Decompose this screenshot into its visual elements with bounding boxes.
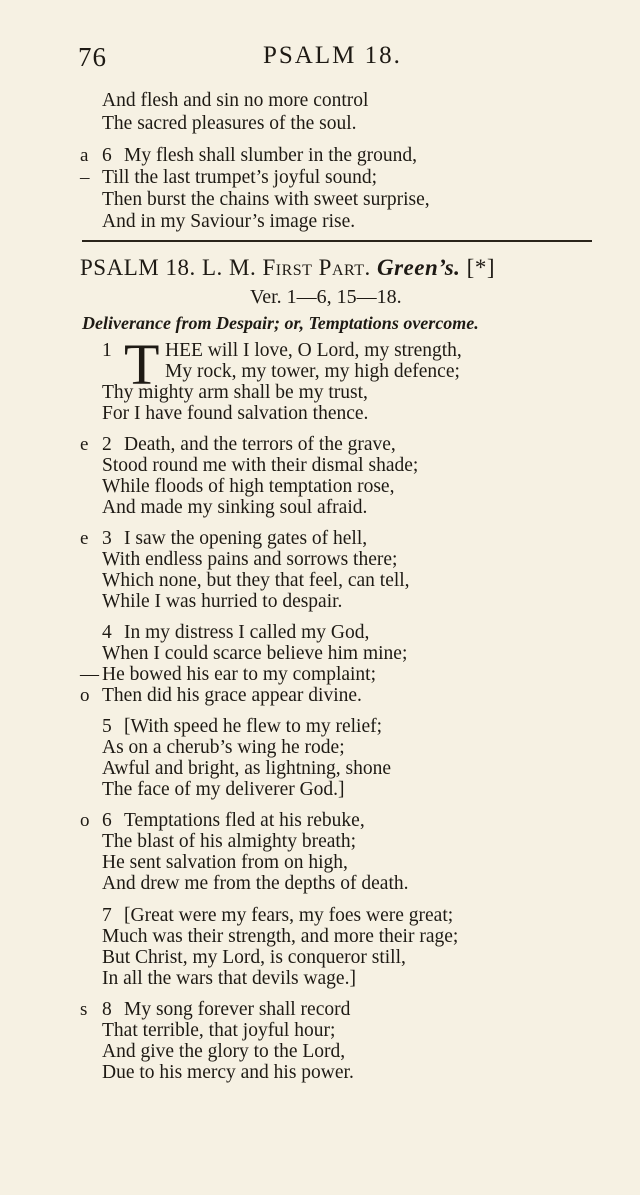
stanza-marker: e [80, 528, 89, 549]
stanza-line: HEE will I love, O Lord, my strength, [165, 340, 462, 361]
stanza-line [102, 905, 453, 927]
stanza-text: [Great were my fears, my foes were great; [124, 905, 454, 926]
stanza-line: With endless pains and sorrows there; [102, 549, 398, 570]
stanza-number: 6 [102, 810, 112, 831]
stanza-line: Much was their strength, and more their rage; [102, 926, 459, 947]
psalm-title-mark: [*] [466, 255, 495, 280]
stanza-line: While floods of high temptation rose, [102, 476, 395, 497]
stanza-line: And drew me from the depths of death. [102, 873, 409, 894]
stanza-line: He bowed his ear to my complaint; [102, 664, 377, 685]
page-number: 76 [78, 42, 107, 72]
psalm-title-part: First Part. [262, 255, 371, 280]
stanza-marker: – [80, 167, 90, 188]
stanza-marker: o [80, 810, 90, 831]
psalm-title-tune: Green’s. [377, 255, 461, 280]
stanza-line [102, 145, 417, 167]
stanza-text: In my distress I called my God, [124, 622, 370, 643]
stanza-line: And in my Saviour’s image rise. [102, 211, 356, 232]
stanza-text: [With speed he flew to my relief; [124, 716, 383, 737]
stanza-line: But Christ, my Lord, is conqueror still, [102, 947, 406, 968]
stanza-number: 5 [102, 716, 112, 737]
stanza-line: For I have found salvation thence. [102, 403, 369, 424]
psalm-verses: Ver. 1—6, 15—18. [250, 286, 402, 308]
stanza-marker: s [80, 999, 88, 1020]
stanza-marker: o [80, 685, 90, 706]
stanza-number: 1 [102, 340, 112, 361]
stanza-number: 3 [102, 528, 112, 549]
stanza-line: My rock, my tower, my high defence; [165, 361, 460, 382]
stanza-number: 4 [102, 622, 112, 643]
psalm-title-main: PSALM 18. L. M. [80, 255, 257, 280]
stanza-line: He sent salvation from on high, [102, 852, 348, 873]
stanza-line [102, 622, 369, 644]
stanza-number: 8 [102, 999, 112, 1020]
stanza-line: Due to his mercy and his power. [102, 1062, 354, 1083]
stanza-line: The face of my deliverer God.] [102, 779, 345, 800]
stanza-text: Death, and the terrors of the grave, [124, 434, 396, 455]
stanza-text: My song forever shall record [124, 999, 351, 1020]
carryover-line: And flesh and sin no more control [102, 90, 369, 111]
stanza-line: Awful and bright, as lightning, shone [102, 758, 392, 779]
section-divider [82, 240, 592, 242]
stanza-number: 6 [102, 145, 112, 166]
stanza-text: Temptations fled at his rebuke, [124, 810, 365, 831]
stanza-line: Then burst the chains with sweet surprise, [102, 189, 430, 210]
stanza-line: The blast of his almighty breath; [102, 831, 356, 852]
stanza-line: Thy mighty arm shall be my trust, [102, 382, 368, 403]
drop-cap: T [124, 332, 160, 397]
stanza-line: That terrible, that joyful hour; [102, 1020, 336, 1041]
stanza-line: When I could scarce believe him mine; [102, 643, 408, 664]
stanza-line: In all the wars that devils wage.] [102, 968, 356, 989]
running-head: PSALM 18. [263, 42, 402, 69]
stanza-number: 7 [102, 905, 112, 926]
stanza-line: Which none, but they that feel, can tell, [102, 570, 410, 591]
stanza-line: As on a cherub’s wing he rode; [102, 737, 345, 758]
carryover-line: The sacred pleasures of the soul. [102, 113, 357, 134]
psalm-subtitle: Deliverance from Despair; or, Temptations overcome. [82, 313, 479, 333]
stanza-text: I saw the opening gates of hell, [124, 528, 368, 549]
stanza-line: Stood round me with their dismal shade; [102, 455, 419, 476]
stanza-marker: — [80, 664, 99, 685]
stanza-line [102, 528, 367, 550]
stanza-line [102, 434, 396, 456]
stanza-line [102, 716, 382, 738]
stanza-line: Then did his grace appear divine. [102, 685, 362, 706]
stanza-line: Till the last trumpet’s joyful sound; [102, 167, 377, 188]
stanza-line: And made my sinking soul afraid. [102, 497, 368, 518]
stanza-text: My flesh shall slumber in the ground, [124, 145, 418, 166]
stanza-line [102, 999, 350, 1021]
stanza-marker: a [80, 145, 89, 166]
stanza-number: 2 [102, 434, 112, 455]
stanza-marker: e [80, 434, 89, 455]
stanza-line: And give the glory to the Lord, [102, 1041, 346, 1062]
stanza-line: While I was hurried to despair. [102, 591, 343, 612]
stanza-line [102, 810, 365, 832]
psalm-title [80, 255, 495, 281]
page-header [78, 42, 598, 78]
